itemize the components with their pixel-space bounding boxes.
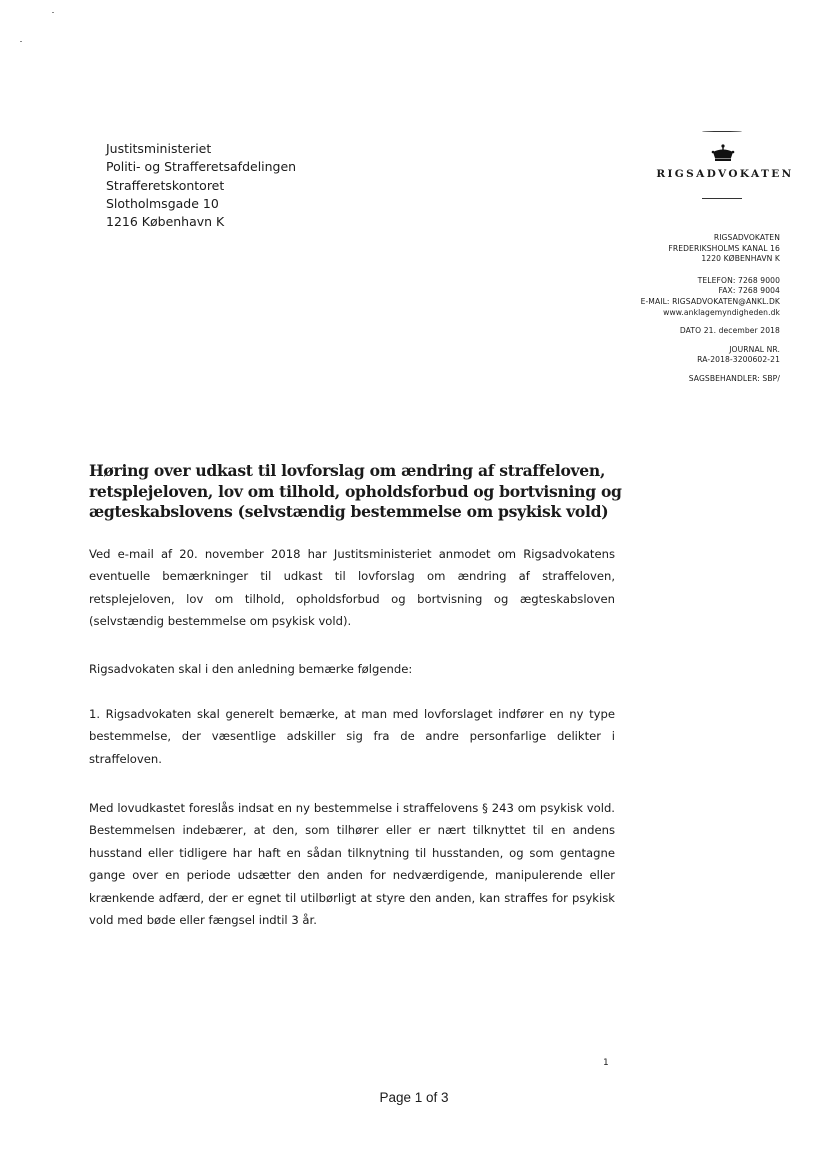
- recipient-line: 1216 København K: [106, 214, 225, 230]
- recipient-line: Politi- og Strafferetsafdelingen: [106, 159, 297, 175]
- logo-rule-top: [702, 131, 742, 132]
- journal-label: JOURNAL NR.: [729, 344, 780, 354]
- scan-speck: [20, 41, 22, 42]
- page-footer: Page 1 of 3: [379, 1090, 449, 1105]
- body-paragraph: Ved e-mail af 20. november 2018 har Justitsministeriet anmodet om Rigsadvokatens eventuelle bemærkninger til udkast til lovforslag om ændring af straffeloven, retsplejeloven, lov om tilhold, opholdsforbud og bortvisning og ægteskabsloven (selvstændig bestemmelse om psykisk vold).: [89, 547, 615, 629]
- letter-heading: Høring over udkast til lovforslag om ændring af straffeloven, retsplejeloven, lov om tilhold, opholdsforbud og bortvisning og ægteskabslovens (selvstændig bestemmelse om psykisk vold): [89, 461, 622, 521]
- caseworker: SAGSBEHANDLER: SBP/: [688, 373, 780, 383]
- sender-org: RIGSADVOKATEN: [713, 233, 780, 242]
- body-paragraph: Rigsadvokaten skal i den anledning bemærke følgende:: [89, 662, 413, 676]
- sender-web: www.anklagemyndigheden.dk: [663, 307, 780, 317]
- recipient-address: [106, 140, 296, 231]
- scan-speck: [52, 12, 54, 13]
- page-number: 1: [603, 1058, 609, 1068]
- sender-phone: TELEFON: 7268 9000: [697, 275, 780, 285]
- sender-street: FREDERIKSHOLMS KANAL 16: [668, 243, 780, 253]
- sender-fax: FAX: 7268 9004: [718, 286, 780, 296]
- recipient-line: Slotholmsgade 10: [106, 195, 219, 211]
- journal-number: RA-2018-3200602-21: [697, 355, 780, 365]
- body-paragraph: 1. Rigsadvokaten skal generelt bemærke, at man med lovforslaget indfører en ny type bestemmelse, der væsentlige adskiller sig fra de andre personfarlige delikter i straffeloven.: [89, 707, 615, 766]
- recipient-line: Strafferetskontoret: [106, 177, 225, 193]
- logo-wordmark: RIGSADVOKATEN: [656, 168, 794, 180]
- sender-info: [641, 233, 780, 385]
- rigsadvokaten-logo: [640, 130, 810, 210]
- sender-email: E-MAIL: RIGSADVOKATEN@ANKL.DK: [640, 296, 780, 306]
- crown-icon: [708, 144, 738, 162]
- letter-date: DATO 21. december 2018: [679, 326, 780, 336]
- logo-rule-bottom: [702, 198, 742, 199]
- body-paragraph: Med lovudkastet foreslås indsat en ny bestemmelse i straffelovens § 243 om psykisk vold. Bestemmelsen indebærer, at den, som tilhører eller er nært tilknyttet til en andens husstand eller tidligere har haft en sådan tilknytning til husstanden, og som gentagne gange over en periode udsætter den anden for nedværdigende, manipulerende eller krænkende adfærd, der er egnet til utilbørligt at styre den anden, kan straffes for psykisk vold med bøde eller fængsel indtil 3 år.: [89, 801, 615, 928]
- sender-city: 1220 KØBENHAVN K: [701, 254, 780, 264]
- recipient-line: Justitsministeriet: [106, 141, 212, 156]
